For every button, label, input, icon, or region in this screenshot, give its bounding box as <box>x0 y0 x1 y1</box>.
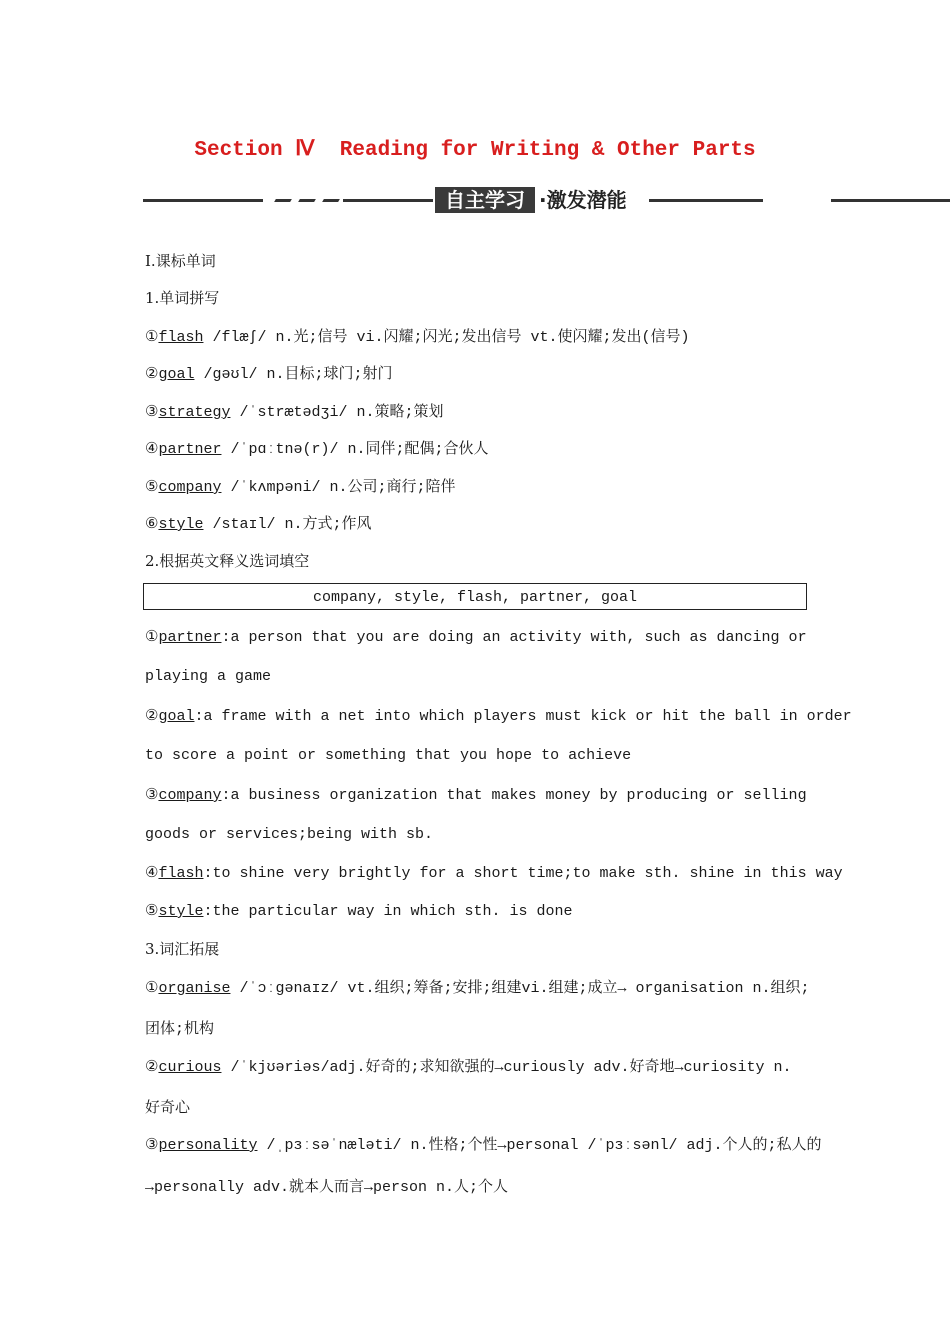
vocab-word: partner <box>158 629 222 646</box>
vocab-word: flash <box>158 329 204 346</box>
list-item-continuation: →personally adv.就本人而言→person n.人;个人 <box>145 1179 509 1196</box>
list-item: ③company:a business organization that makes money by producing or selling <box>145 787 807 804</box>
list-item-continuation: playing a game <box>145 668 272 685</box>
vocab-word: organise <box>158 980 231 997</box>
vocab-word: company <box>158 479 222 496</box>
banner-dash <box>322 199 340 202</box>
banner-dash <box>298 199 316 202</box>
banner-rule-mid <box>343 199 433 202</box>
list-item: ④partner /ˈpɑːtnə(r)/ n.同伴;配偶;合伙人 <box>145 441 489 458</box>
part2-heading: 2.根据英文释义选词填空 <box>145 552 310 570</box>
list-item: ②goal /ɡəʊl/ n.目标;球门;射门 <box>145 366 393 383</box>
vocab-word: partner <box>158 441 222 458</box>
banner-suffix: ·激发潜能 <box>539 188 627 212</box>
vocab-word: company <box>158 787 222 804</box>
vocab-word: personality <box>158 1137 258 1154</box>
list-item-continuation: 好奇心 <box>145 1100 191 1117</box>
banner-dash <box>274 199 292 202</box>
vocab-word: goal <box>158 366 195 383</box>
vocab-word: style <box>158 903 204 920</box>
list-item: ②goal:a frame with a net into which players must kick or hit the ball in order <box>145 708 852 725</box>
section-banner <box>143 186 950 216</box>
list-item-continuation: to score a point or something that you hope to achieve <box>145 747 632 764</box>
list-item: ④flash:to shine very brightly for a short time;to make sth. shine in this way <box>145 865 843 882</box>
banner-rule-right <box>649 199 763 202</box>
page-title: Section Ⅳ Reading for Writing & Other Parts <box>194 139 756 162</box>
list-item: ⑤company /ˈkʌmpəni/ n.公司;商行;陪伴 <box>145 479 456 496</box>
part1-heading: 1.单词拼写 <box>145 289 220 307</box>
vocab-word: goal <box>158 708 195 725</box>
list-item: ①flash /flæʃ/ n.光;信号 vi.闪耀;闪光;发出信号 vt.使闪耀;发出(信号) <box>145 329 690 346</box>
part3-heading: 3.词汇拓展 <box>145 940 220 958</box>
list-item: ③personality /ˌpɜːsəˈnæləti/ n.性格;个性→personal /ˈpɜːsənl/ adj.个人的;私人的 <box>145 1137 822 1154</box>
list-item: ③strategy /ˈstrætədʒi/ n.策略;策划 <box>145 404 444 421</box>
list-item: ①partner:a person that you are doing an activity with, such as dancing or <box>145 629 807 646</box>
list-item: ⑤style:the particular way in which sth. is done <box>145 903 573 920</box>
vocab-word: curious <box>158 1059 222 1076</box>
banner-rule-far-right <box>831 199 950 202</box>
banner-rule-left <box>143 199 263 202</box>
list-item: ①organise /ˈɔːɡənaɪz/ vt.组织;筹备;安排;组建vi.组建;成立→ organisation n.组织; <box>145 980 810 997</box>
banner-label: 自主学习 <box>435 187 535 213</box>
section-heading: Ⅰ.课标单词 <box>145 252 216 270</box>
vocab-word: strategy <box>158 404 231 421</box>
vocab-word: flash <box>158 865 204 882</box>
word-bank-box: company, style, flash, partner, goal <box>143 583 807 610</box>
vocab-word: style <box>158 516 204 533</box>
list-item: ②curious /ˈkjʊəriəs/adj.好奇的;求知欲强的→curiously adv.好奇地→curiosity n. <box>145 1059 792 1076</box>
list-item: ⑥style /staɪl/ n.方式;作风 <box>145 516 372 533</box>
list-item-continuation: 团体;机构 <box>145 1021 215 1038</box>
list-item-continuation: goods or services;being with sb. <box>145 826 434 843</box>
